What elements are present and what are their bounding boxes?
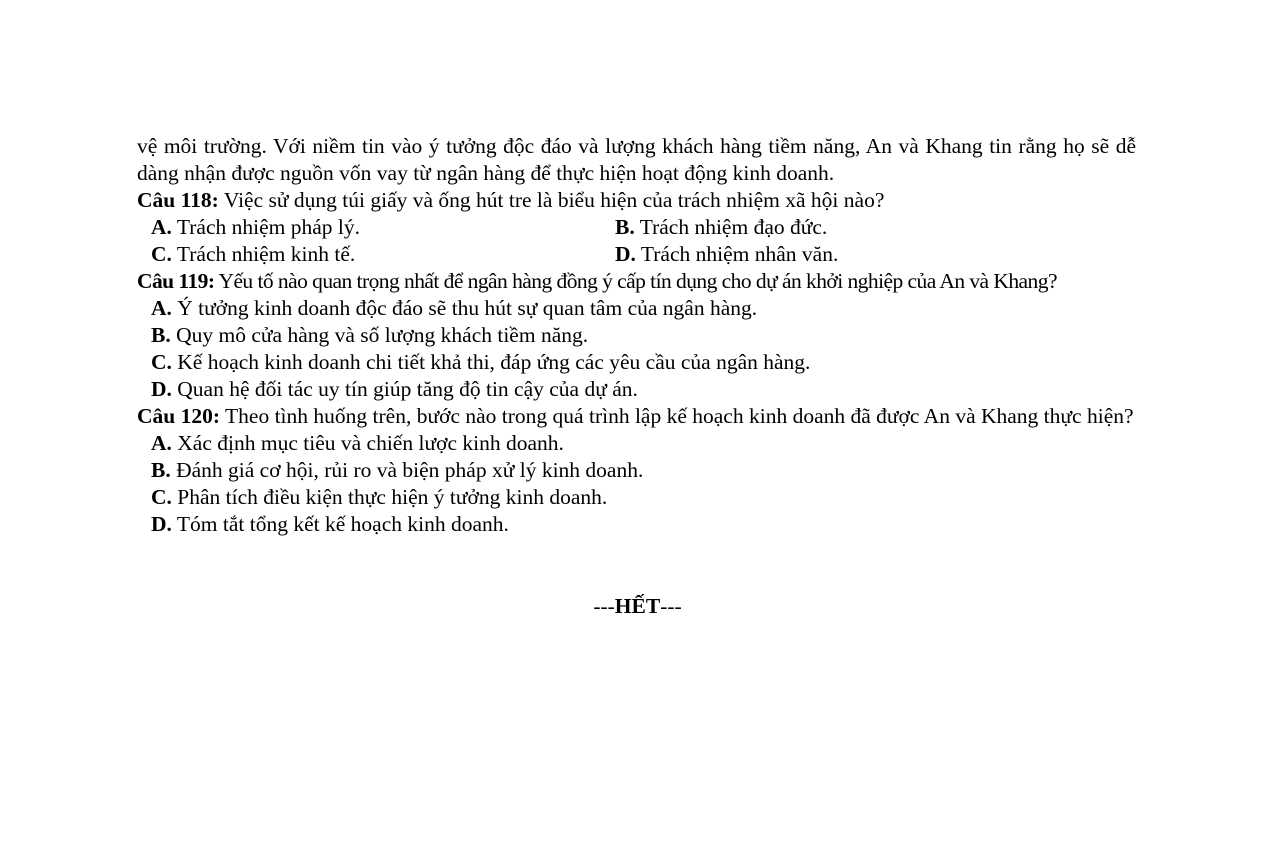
option-key: A.	[151, 431, 172, 455]
end-marker	[0, 593, 1275, 620]
question-number: Câu 120:	[137, 404, 221, 428]
option-text: Quy mô cửa hàng và số lượng khách tiềm năng.	[170, 323, 589, 347]
option-c	[137, 349, 1136, 376]
option-a	[137, 295, 1136, 322]
option-text: Trách nhiệm nhân văn.	[635, 242, 839, 266]
option-text: Trách nhiệm pháp lý.	[171, 215, 361, 239]
option-d	[137, 511, 1136, 538]
question-number: Câu 118:	[137, 188, 219, 212]
document-body	[137, 133, 1136, 538]
question-120	[137, 403, 1136, 538]
option-text: Kế hoạch kinh doanh chi tiết khả thi, đáp ứng các yêu cầu của ngân hàng.	[171, 350, 811, 374]
question-stem	[137, 187, 1136, 214]
option-c	[137, 484, 1136, 511]
intro-paragraph: vệ môi trường. Với niềm tin vào ý tưởng độc đáo và lượng khách hàng tiềm năng, An và Khang tin rằng họ sẽ dễ dàng nhận được nguồn vốn vay từ ngân hàng để thực hiện hoạt động kinh doanh.	[137, 134, 1136, 185]
option-text: Xác định mục tiêu và chiến lược kinh doanh.	[171, 431, 564, 455]
option-key: D.	[151, 512, 172, 536]
option-d	[137, 376, 1136, 403]
option-b	[615, 214, 1079, 241]
question-119	[137, 268, 1136, 403]
option-text: Trách nhiệm kinh tế.	[171, 242, 356, 266]
option-a	[137, 430, 1136, 457]
options-row	[137, 214, 1136, 241]
option-key: B.	[151, 458, 171, 482]
question-118	[137, 187, 1136, 268]
option-key: B.	[615, 215, 635, 239]
option-b	[137, 322, 1136, 349]
option-key: A.	[151, 215, 172, 239]
options-row	[137, 241, 1136, 268]
option-text: Tóm tắt tổng kết kế hoạch kinh doanh.	[171, 512, 509, 536]
option-d	[615, 241, 1079, 268]
option-b	[137, 457, 1136, 484]
option-text: Phân tích điều kiện thực hiện ý tưởng kinh doanh.	[171, 485, 608, 509]
question-text: Yếu tố nào quan trọng nhất để ngân hàng đồng ý cấp tín dụng cho dự án khởi nghiệp của An và Khang?	[214, 269, 1057, 293]
end-dashes-right: ---	[660, 594, 682, 618]
question-text: Theo tình huống trên, bước nào trong quá trình lập kế hoạch kinh doanh đã được An và Khang thực hiện?	[220, 404, 1134, 428]
option-text: Trách nhiệm đạo đức.	[634, 215, 828, 239]
end-dashes-left: ---	[593, 594, 615, 618]
option-a	[151, 214, 615, 241]
option-key: A.	[151, 296, 172, 320]
question-number: Câu 119:	[137, 269, 215, 293]
option-key: B.	[151, 323, 171, 347]
option-key: D.	[615, 242, 636, 266]
end-word: HẾT	[614, 594, 661, 618]
option-key: C.	[151, 350, 172, 374]
option-text: Ý tưởng kinh doanh độc đáo sẽ thu hút sự quan tâm của ngân hàng.	[171, 296, 758, 320]
question-text: Việc sử dụng túi giấy và ống hút tre là biểu hiện của trách nhiệm xã hội nào?	[218, 188, 885, 212]
option-text: Đánh giá cơ hội, rủi ro và biện pháp xử lý kinh doanh.	[170, 458, 644, 482]
question-stem	[137, 268, 1136, 295]
option-c	[151, 241, 615, 268]
option-key: D.	[151, 377, 172, 401]
option-text: Quan hệ đối tác uy tín giúp tăng độ tin cậy của dự án.	[171, 377, 638, 401]
question-stem	[137, 403, 1136, 430]
option-key: C.	[151, 485, 172, 509]
option-key: C.	[151, 242, 172, 266]
